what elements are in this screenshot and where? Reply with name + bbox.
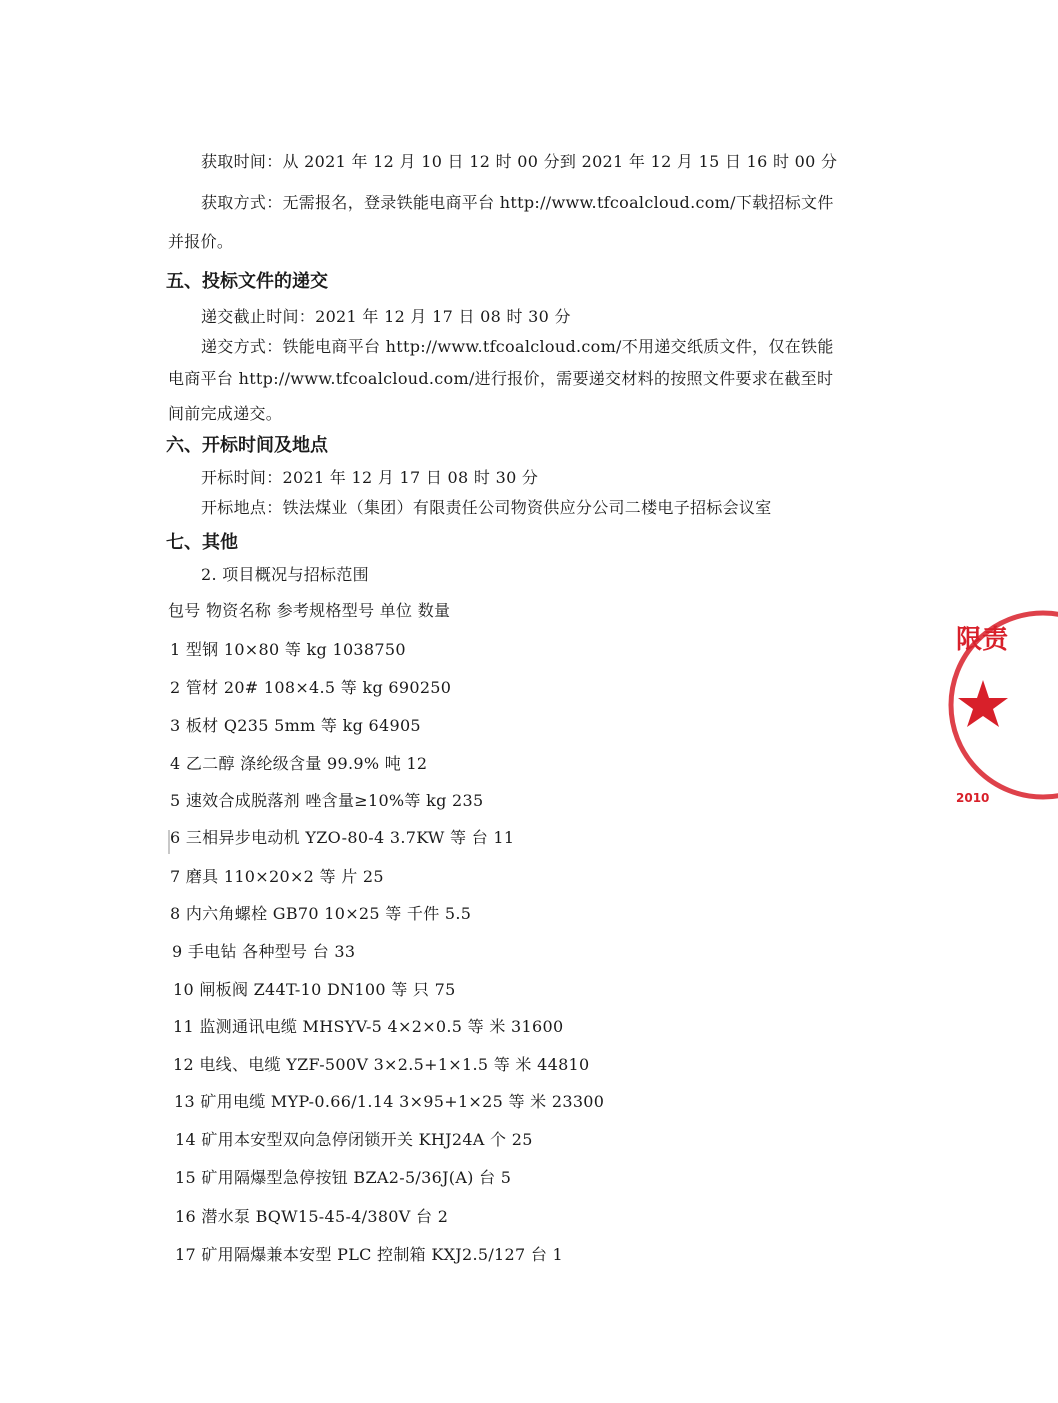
- acquire-method-text: 获取方式：无需报名，登录铁能电商平台 http://www.tfcoalcloud.com/下载招标文件: [201, 193, 834, 212]
- material-row: 15 矿用隔爆型急停按钮 BZA2-5/36J(A) 台 5: [175, 1168, 512, 1187]
- material-row: 14 矿用本安型双向急停闭锁开关 KHJ24A 个 25: [175, 1130, 533, 1149]
- acquire-method-text-cont: 并报价。: [168, 232, 234, 251]
- opening-time-text: 开标时间：2021 年 12 月 17 日 08 时 30 分: [201, 468, 539, 487]
- acquire-time-text: 获取时间：从 2021 年 12 月 10 日 12 时 00 分到 2021 年 12 月 15 日 16 时 00 分: [201, 152, 838, 171]
- material-row: 11 监测通讯电缆 MHSYV-5 4×2×0.5 等 米 31600: [173, 1017, 564, 1036]
- opening-place-text: 开标地点：铁法煤业（集团）有限责任公司物资供应分公司二楼电子招标会议室: [201, 498, 772, 517]
- material-row: 2 管材 20# 108×4.5 等 kg 690250: [170, 678, 452, 697]
- material-row: 17 矿用隔爆兼本安型 PLC 控制箱 KXJ2.5/127 台 1: [175, 1245, 564, 1264]
- submit-method-text-end: 间前完成递交。: [168, 404, 283, 423]
- section-7-heading: 七、其他: [166, 532, 238, 553]
- section-6-heading: 六、开标时间及地点: [166, 435, 328, 456]
- scan-mark: [168, 830, 170, 854]
- material-row: 6 三相异步电动机 YZO-80-4 3.7KW 等 台 11: [170, 828, 515, 847]
- material-row: 10 闸板阀 Z44T-10 DN100 等 只 75: [173, 980, 456, 999]
- submit-deadline-text: 递交截止时间：2021 年 12 月 17 日 08 时 30 分: [201, 307, 571, 326]
- material-row: 9 手电钻 各种型号 台 33: [172, 942, 356, 961]
- material-table-header: 包号 物资名称 参考规格型号 单位 数量: [168, 601, 451, 620]
- seal-text-bottom: 2010: [956, 791, 990, 805]
- section-5-heading: 五、投标文件的递交: [166, 271, 328, 292]
- material-row: 1 型钢 10×80 等 kg 1038750: [170, 640, 406, 659]
- submit-method-text-cont: 电商平台 http://www.tfcoalcloud.com/进行报价，需要递交材料的按照文件要求在截至时: [168, 369, 834, 388]
- seal-text-top: 限责: [956, 625, 1009, 655]
- material-row: 12 电线、电缆 YZF-500V 3×2.5+1×1.5 等 米 44810: [173, 1055, 590, 1074]
- material-row: 7 磨具 110×20×2 等 片 25: [170, 867, 384, 886]
- material-row: 4 乙二醇 涤纶级含量 99.9% 吨 12: [170, 754, 428, 773]
- company-seal-stamp: [948, 600, 1058, 820]
- material-row: 13 矿用电缆 MYP-0.66/1.14 3×95+1×25 等 米 23300: [174, 1092, 605, 1111]
- material-row: 8 内六角螺栓 GB70 10×25 等 千件 5.5: [170, 904, 472, 923]
- project-overview-subheading: 2. 项目概况与招标范围: [201, 565, 369, 584]
- material-row: 3 板材 Q235 5mm 等 kg 64905: [170, 716, 421, 735]
- material-row: 16 潜水泵 BQW15-45-4/380V 台 2: [175, 1207, 449, 1226]
- material-row: 5 速效合成脱落剂 唑含量≥10%等 kg 235: [170, 791, 484, 810]
- submit-method-text: 递交方式：铁能电商平台 http://www.tfcoalcloud.com/不用递交纸质文件，仅在铁能: [201, 337, 834, 356]
